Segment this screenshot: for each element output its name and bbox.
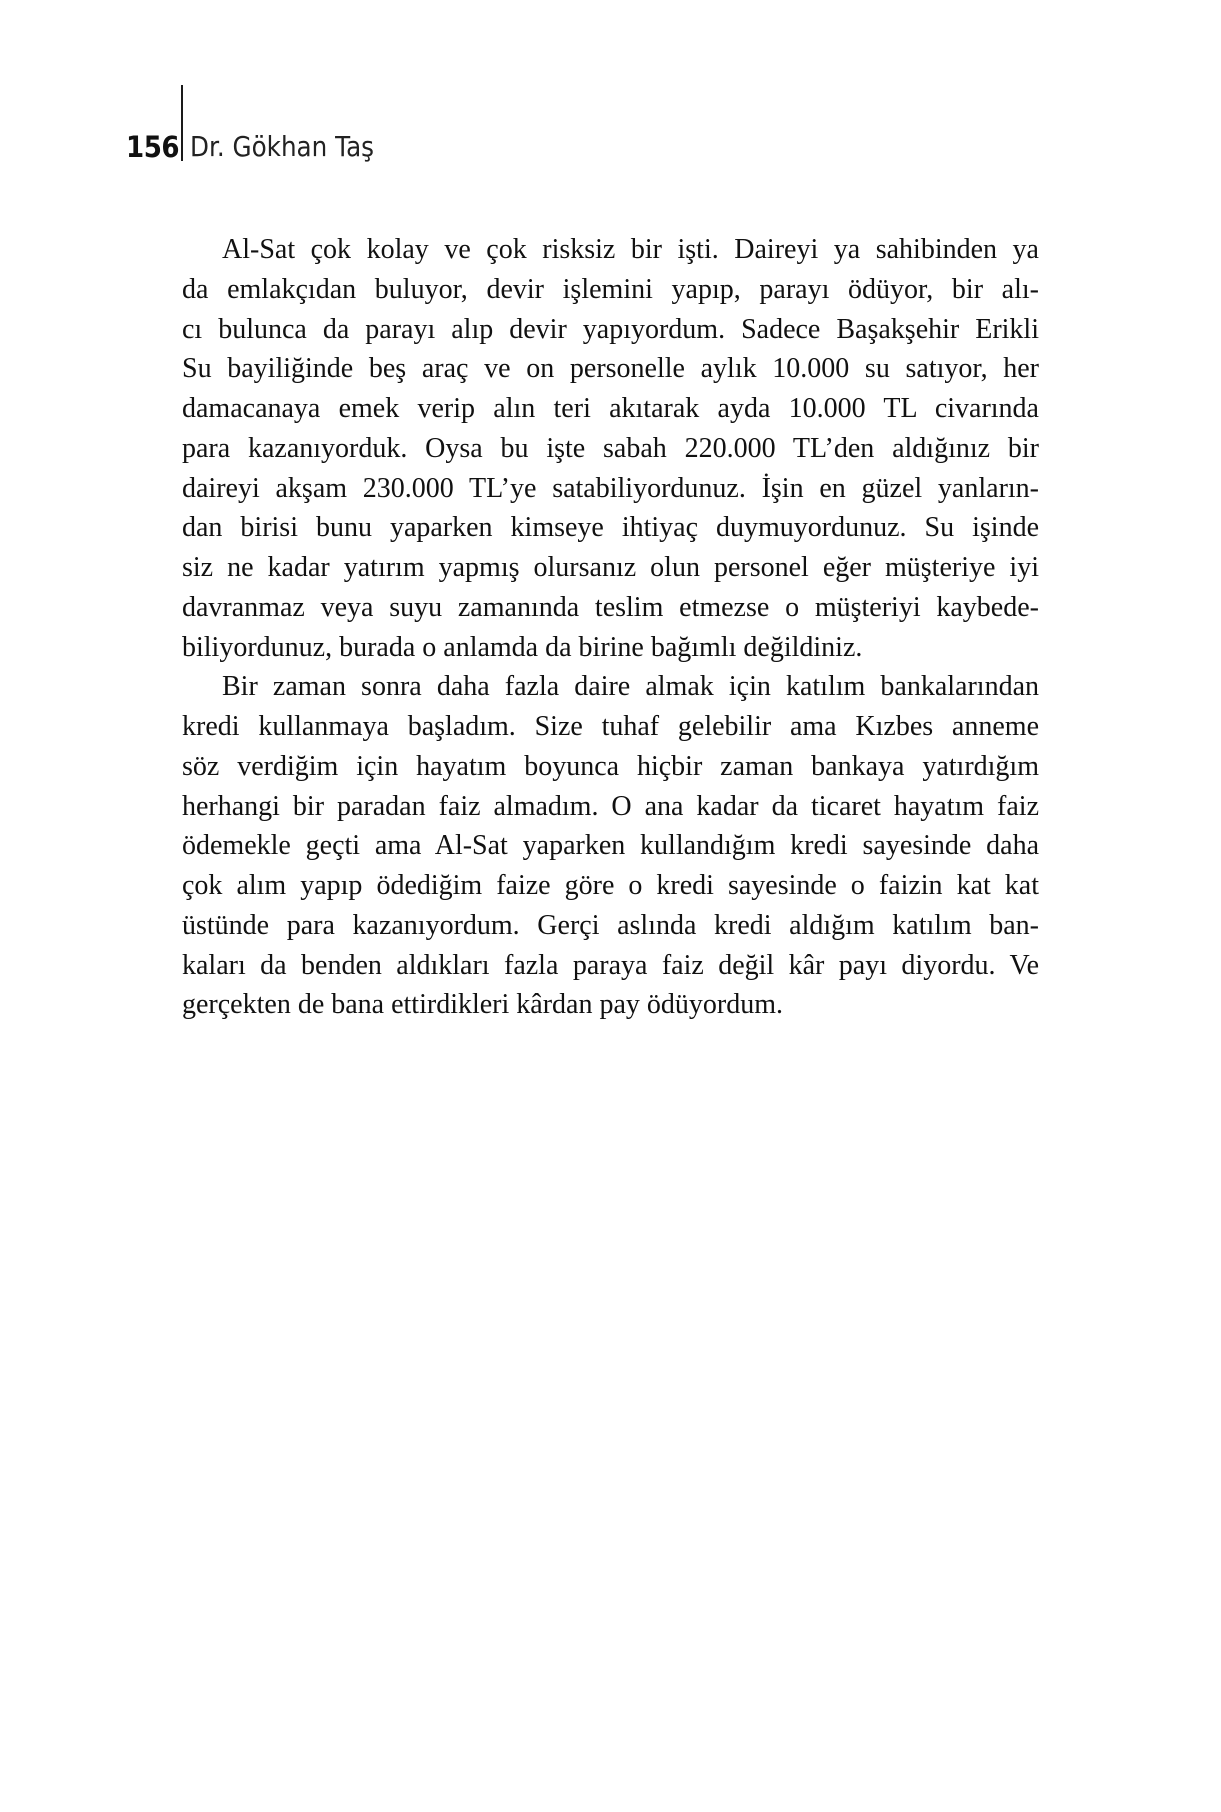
text-line: cı bulunca da parayı alıp devir yapıyordum. Sadece Başakşehir Erikli <box>182 313 1039 345</box>
text-line: kaları da benden aldıkları fazla paraya faiz değil kâr payı diyordu. Ve <box>182 949 1039 981</box>
text-line: herhangi bir paradan faiz almadım. O ana kadar da ticaret hayatım faiz <box>182 790 1039 822</box>
text-line: daireyi akşam 230.000 TL’ye satabiliyordunuz. İşin en güzel yanların- <box>182 472 1039 504</box>
text-line: çok alım yapıp ödediğim faize göre o kredi sayesinde o faizin kat kat <box>182 870 1039 901</box>
text-line: ödemekle geçti ama Al-Sat yaparken kullandığım kredi sayesinde daha <box>182 830 1039 862</box>
text-line: üstünde para kazanıyordum. Gerçi aslında kredi aldığım katılım ban- <box>182 909 1039 941</box>
paragraph-2 <box>182 667 1039 1025</box>
text-line: kredi kullanmaya başladım. Size tuhaf gelebilir ama Kızbes anneme <box>182 711 1039 742</box>
header-divider-rule <box>181 85 183 161</box>
paragraph-1 <box>182 230 1039 667</box>
text-line: söz verdiğim için hayatım boyunca hiçbir zaman bankaya yatırdığım <box>182 750 1039 782</box>
running-header-author: Dr. Gökhan Taş <box>190 130 375 163</box>
text-line: biliyordunuz, burada o anlamda da birine bağımlı değildiniz. <box>182 631 863 663</box>
text-line: gerçekten de bana ettirdikleri kârdan pay ödüyordum. <box>182 989 783 1021</box>
text-line: siz ne kadar yatırım yapmış olursanız olun personel eğer müşteriye iyi <box>182 552 1039 583</box>
text-line: Al-Sat çok kolay ve çok risksiz bir işti. Daireyi ya sahibinden ya <box>222 234 1039 265</box>
text-line: davranmaz veya suyu zamanında teslim etmezse o müşteriyi kaybede- <box>182 591 1039 623</box>
text-line: Su bayiliğinde beş araç ve on personelle aylık 10.000 su satıyor, her <box>182 353 1039 385</box>
text-line: Bir zaman sonra daha fazla daire almak için katılım bankalarından <box>222 671 1039 703</box>
page-number: 156 <box>126 130 180 164</box>
body-text <box>182 230 1039 1025</box>
text-line: damacanaya emek verip alın teri akıtarak ayda 10.000 TL civarında <box>182 393 1039 424</box>
text-line: da emlakçıdan buluyor, devir işlemini yapıp, parayı ödüyor, bir alı- <box>182 273 1039 305</box>
text-line: para kazanıyorduk. Oysa bu işte sabah 220.000 TL’den aldığınız bir <box>182 432 1039 464</box>
text-line: dan birisi bunu yaparken kimseye ihtiyaç duymuyordunuz. Su işinde <box>182 512 1039 544</box>
